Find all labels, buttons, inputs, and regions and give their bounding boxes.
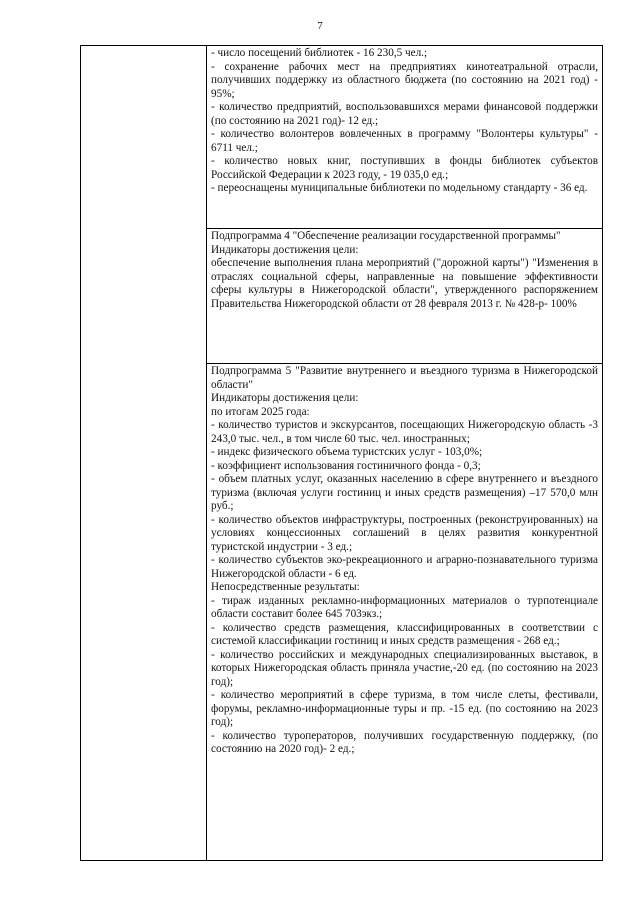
left-column-cell bbox=[81, 46, 207, 861]
text-line: - число посещений библиотек - 16 230,5 чел.; bbox=[211, 47, 428, 59]
text-line: - количество объектов инфраструктуры, построенных (реконструированных) на условиях концессионных соглашений в целях развития конкурентной туристской индустрии - 3 ед.; bbox=[211, 513, 598, 553]
text-line: Индикаторы достижения цели: bbox=[211, 392, 359, 404]
text-line: Подпрограмма 4 "Обеспечение реализации государственной программы" bbox=[211, 230, 561, 242]
text-line: - количество субъектов эко-рекреационного и аграрно-познавательного туризма Нижегородской области - 6 ед. bbox=[211, 554, 598, 580]
document-table bbox=[80, 45, 603, 861]
text-line: - тираж изданных рекламно-информационных материалов о турпотенциале области составит более 645 703экз.; bbox=[211, 594, 598, 620]
text-line: - количество средств размещения, классифицированных в соответствии с системой классификации гостиниц и иных средств размещения - 268 ед.; bbox=[211, 621, 598, 647]
text-line: - переоснащены муниципальные библиотеки по модельному стандарту - 36 ед. bbox=[211, 182, 588, 194]
text-line: - количество волонтеров вовлеченных в программу "Волонтеры культуры" - 6711 чел.; bbox=[211, 128, 598, 154]
text-line: Подпрограмма 5 "Развитие внутреннего и въездного туризма в Нижегородской области" bbox=[211, 365, 598, 391]
text-line: - объем платных услуг, оказанных населению в сфере внутреннего и въездного туризма (включая услуги гостиниц и иных средств размещения) –17 570,0 млн руб.; bbox=[211, 473, 598, 512]
text-line: - количество новых книг, поступивших в фонды библиотек субъектов Российской Федерации к 2023 году, - 19 035,0 ед.; bbox=[211, 155, 598, 181]
text-line: - количество предприятий, воспользовавшихся мерами финансовой поддержки (по состоянию на 2021 год)- 12 ед.; bbox=[211, 101, 598, 127]
section-text bbox=[207, 364, 602, 860]
text-line: Индикаторы достижения цели: bbox=[211, 243, 359, 256]
section-text bbox=[207, 229, 602, 363]
text-line: - количество российских и международных специализированных выставок, в которых Нижегородская область приняла участие,-20 ед. (по состоянию на 2023 год); bbox=[211, 648, 598, 688]
table-row bbox=[81, 46, 603, 229]
text-line: - индекс физического объема туристских услуг - 103,0%; bbox=[211, 446, 483, 458]
section-text bbox=[207, 46, 602, 228]
text-line: - количество мероприятий в сфере туризма, в том числе слеты, фестивали, форумы, рекламно-информационные туры и пр. -15 ед. (по состоянию на 2023 год); bbox=[211, 689, 598, 728]
right-column-cell bbox=[207, 364, 603, 861]
text-line: по итогам 2025 года: bbox=[211, 405, 310, 418]
right-column-cell bbox=[207, 229, 603, 364]
page-number: 7 bbox=[317, 20, 323, 32]
text-line: обеспечение выполнения плана мероприятий ("дорожной карты") "Изменения в отраслях социальной сферы, направленные на повышение эффективности сферы культуры в Нижегородской области", утвержденного распоряжением Правительства Нижегородской области от 28 февраля 2013 г. № 428-р- 100% bbox=[211, 257, 598, 310]
text-line: - коэффициент использования гостиничного фонда - 0,3; bbox=[211, 459, 481, 472]
text-line: - количество туроператоров, получивших государственную поддержку, (по состоянию на 2020 год)- 2 ед.; bbox=[211, 729, 598, 755]
right-column-cell bbox=[207, 46, 603, 229]
text-line: Непосредственные результаты: bbox=[211, 581, 360, 593]
text-line: - количество туристов и экскурсантов, посещающих Нижегородскую область -3 243,0 тыс. чел., в том числе 60 тыс. чел. иностранных; bbox=[211, 419, 598, 445]
text-line: - сохранение рабочих мест на предприятиях кинотеатральной отрасли, получивших поддержку из областного бюджета (по состоянию на 2021 год) - 95%; bbox=[211, 60, 598, 100]
